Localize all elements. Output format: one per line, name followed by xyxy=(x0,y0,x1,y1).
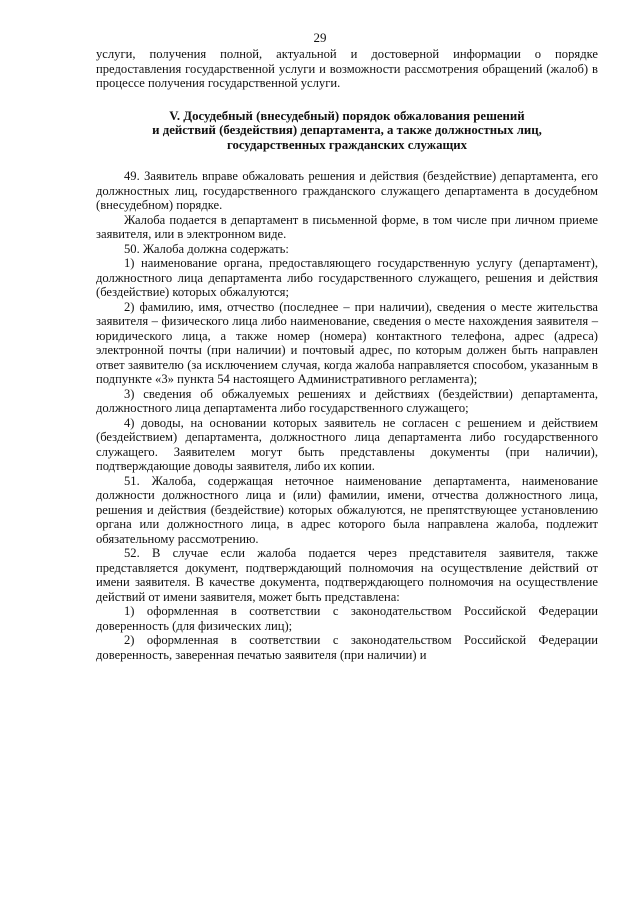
paragraph-50: 50. Жалоба должна содержать: xyxy=(124,241,289,256)
paragraph-52-item-2: 2) оформленная в соответствии с законодательством Российской Федерации доверенность, заверенная печатью заявителя (при наличии) и xyxy=(96,633,598,662)
section-heading xyxy=(96,109,598,153)
paragraph-52: 52. В случае если жалоба подается через представителя заявителя, также представляется документ, подтверждающий полномочия на осуществление действий от имени заявителя. В качестве документа, подтверждающего полномочия на осуществление действий от имени заявителя, может быть представлена: xyxy=(96,546,598,604)
paragraph-50-item-3: 3) сведения об обжалуемых решениях и действиях (бездействии) департамента, должностного лица департамента либо государственного служащего; xyxy=(96,386,598,415)
paragraph-50-item-2: 2) фамилию, имя, отчество (последнее – при наличии), сведения о месте жительства заявителя – физического лица либо наименование, сведения о месте нахождения заявителя – юридического лица, а также номер (номера) контактного телефона, адрес (адреса) электронной почты (при наличии) и почтовый адрес, по которым должен быть направлен ответ заявителю (за исключением случая, когда жалоба направляется способом, указанным в подпункте «3» пункта 54 настоящего Административного регламента); xyxy=(96,299,598,386)
page-number: 29 xyxy=(313,30,327,45)
section-heading-line: и действий (бездействия) департамента, а также должностных лиц, xyxy=(152,123,542,137)
section-heading-line: V. Досудебный (внесудебный) порядок обжалования решений xyxy=(169,108,525,123)
intro-paragraph: услуги, получения полной, актуальной и достоверной информации о порядке предоставления государственной услуги и возможности рассмотрения обращений (жалоб) в процессе получения государственной услуги. xyxy=(96,47,598,90)
paragraph-complaint-form: Жалоба подается в департамент в письменной форме, в том числе при личном приеме заявителя, или в электронном виде. xyxy=(96,212,598,241)
paragraph-49: 49. Заявитель вправе обжаловать решения и действия (бездействие) департамента, его должностных лиц, государственного гражданского служащего департамента в досудебном (внесудебном) порядке. xyxy=(96,169,598,212)
paragraph-52-item-1: 1) оформленная в соответствии с законодательством Российской Федерации доверенность (для физических лиц); xyxy=(96,604,598,633)
document-body xyxy=(96,47,598,662)
paragraph-51: 51. Жалоба, содержащая неточное наименование департамента, наименование должности должностного лица и (или) фамилии, имени, отчества должностного лица, решения и действия (бездействие) которых обжалуются, не препятствующее установлению органа или должностного лица, в адрес которого была направлена жалоба, подлежит обязательному рассмотрению. xyxy=(96,473,598,546)
paragraph-50-item-1: 1) наименование органа, предоставляющего государственную услугу (департамент), должностного лица департамента либо государственного служащего, решения и действия (бездействие) которых обжалуются; xyxy=(96,256,598,299)
section-heading-line: государственных гражданских служащих xyxy=(226,137,468,152)
paragraph-50-item-4: 4) доводы, на основании которых заявитель не согласен с решением и действием (бездействием) департамента, должностного лица департамента либо государственного служащего. Заявителем могут быть представлены документы (при наличии), подтверждающие доводы заявителя, либо их копии. xyxy=(96,415,598,473)
